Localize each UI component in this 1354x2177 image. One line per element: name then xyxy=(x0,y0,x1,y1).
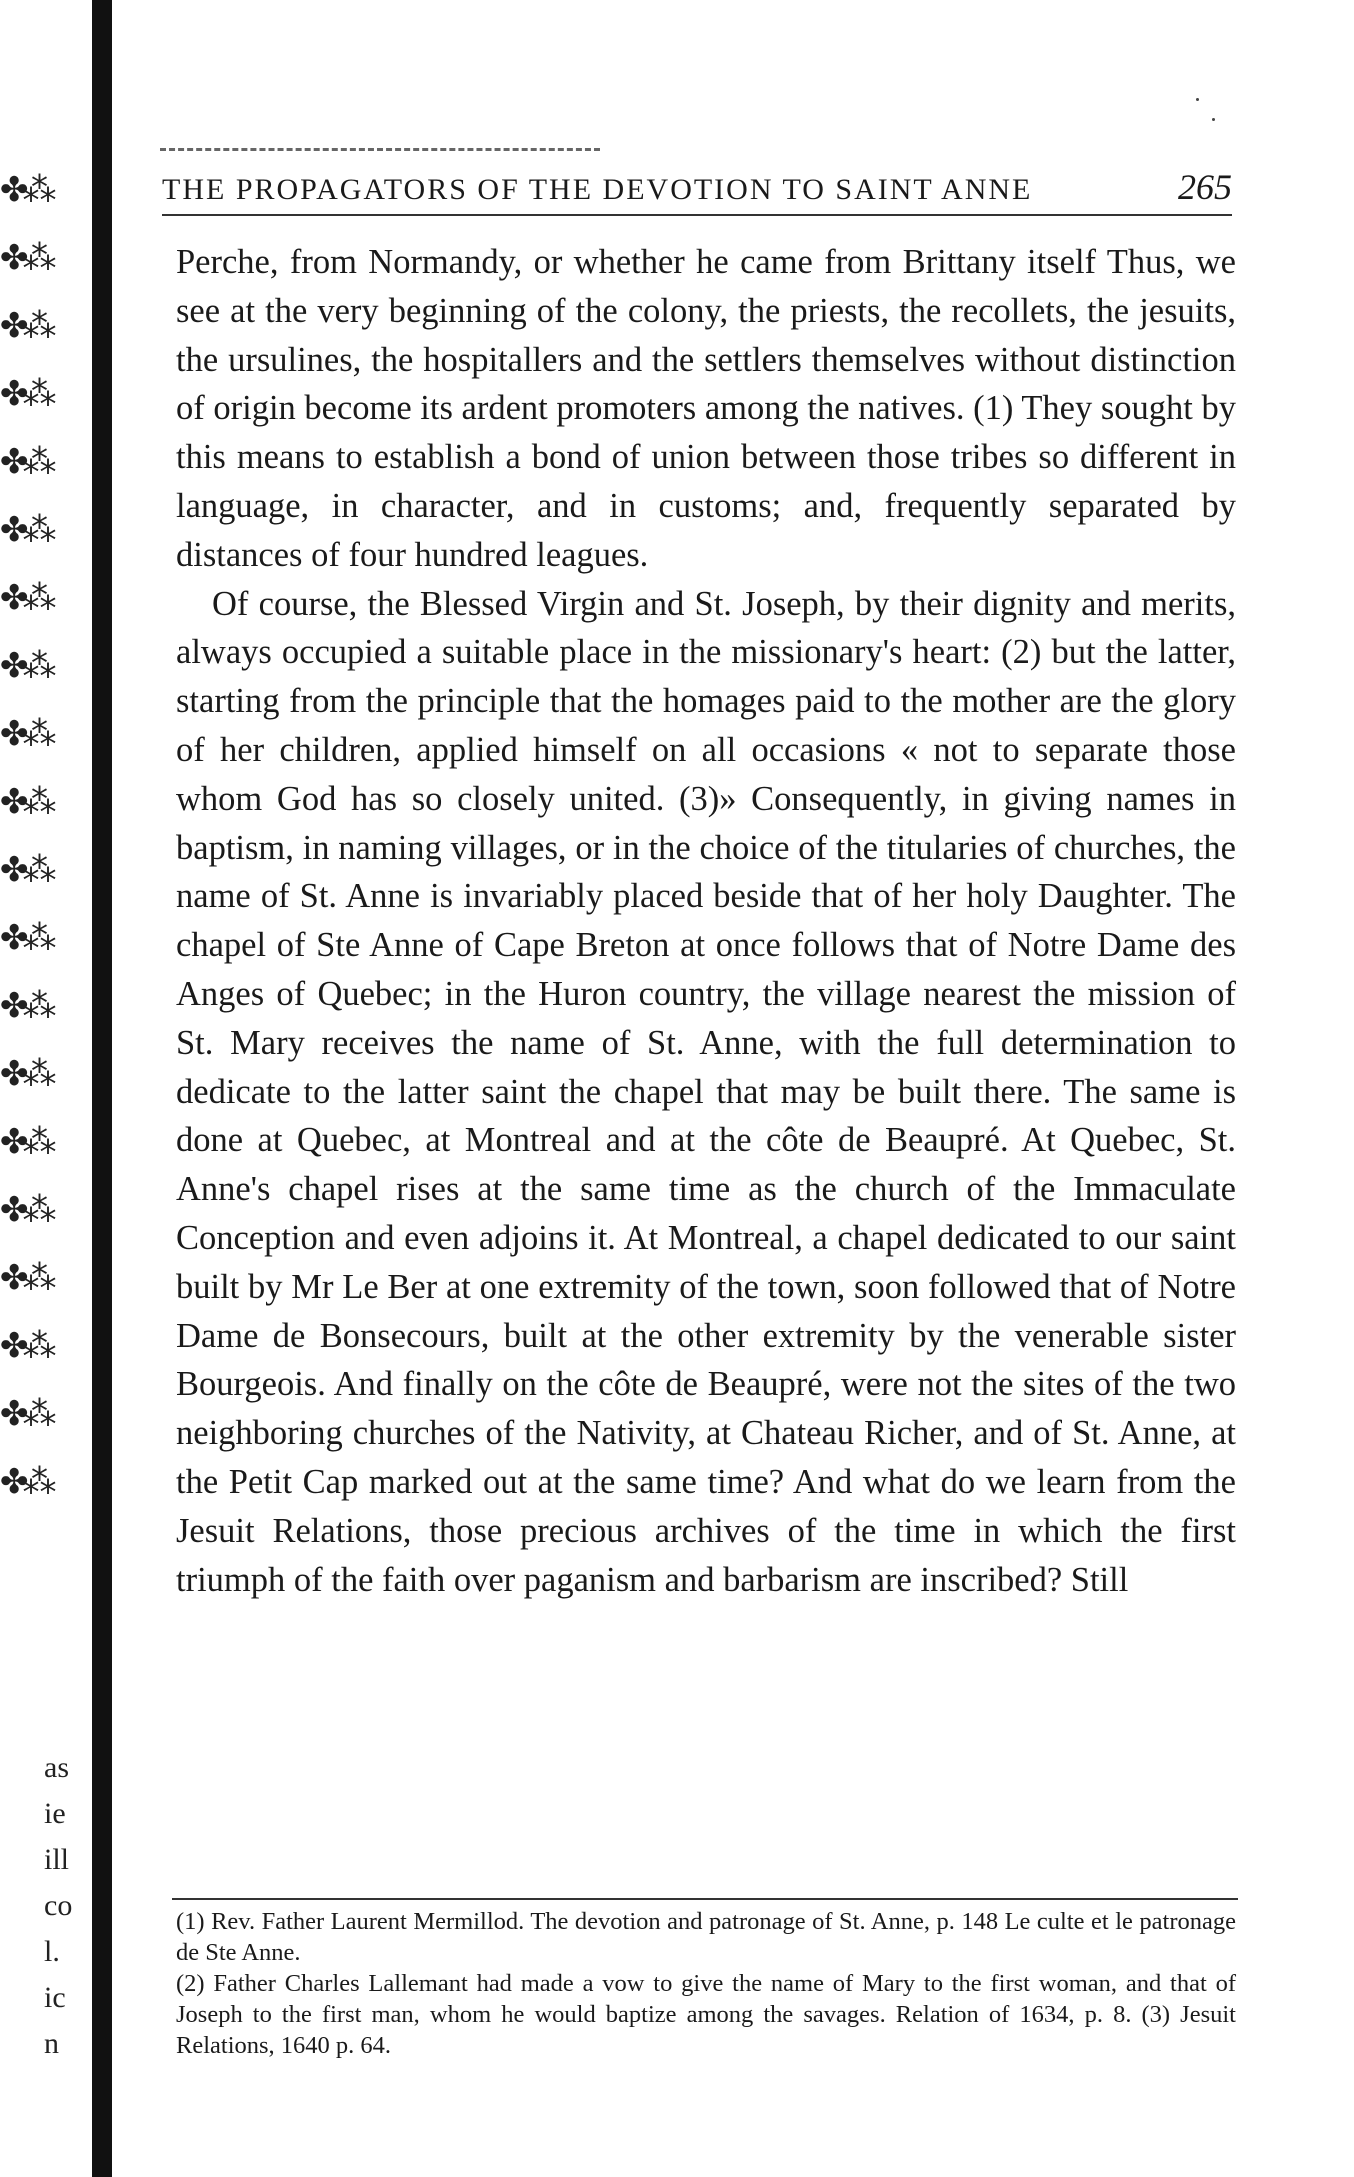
gutter-ornament: ✤⁂ xyxy=(0,510,51,550)
gutter-ornament: ✤⁂ xyxy=(0,1122,51,1162)
gutter-ornament-column xyxy=(0,170,90,1530)
gutter-ornament: ✤⁂ xyxy=(0,442,51,482)
gutter-ornament: ✤⁂ xyxy=(0,1462,51,1502)
gutter-ornament: ✤⁂ xyxy=(0,1190,51,1230)
bleed-fragment: ie xyxy=(44,1797,66,1830)
gutter-ornament: ✤⁂ xyxy=(0,714,51,754)
gutter-ornament: ✤⁂ xyxy=(0,782,51,822)
footnote-rule xyxy=(172,1898,1238,1900)
gutter-ornament: ✤⁂ xyxy=(0,306,51,346)
paragraph: Perche, from Normandy, or whether he came from Brittany itself Thus, we see at the very beginning of the colony, the priests, the recollets, the jesuits, the ursulines, the hospitallers and the settlers themselves without distinction of origin become its ardent promoters among the natives. (1) They sought by this means to establish a bond of union between those tribes so different in language, in character, and in customs; and, frequently separated by distances of four hundred leagues. xyxy=(176,243,1236,574)
facing-page-bleed xyxy=(44,1745,94,2067)
gutter-ornament: ✤⁂ xyxy=(0,1258,51,1298)
gutter-ornament: ✤⁂ xyxy=(0,1054,51,1094)
paragraph: Of course, the Blessed Virgin and St. Joseph, by their dignity and merits, always occupied a suitable place in the missionary's heart: (2) but the latter, starting from the principle that the homages paid to the mother are the glory of her children, applied himself on all occasions « not to separate those whom God has so closely united. (3)» Consequently, in giving names in baptism, in naming villages, or in the choice of the titularies of churches, the name of St. Anne is invariably placed beside that of her holy Daughter. The chapel of Ste Anne of Cape Breton at once follows that of Notre Dame des Anges of Quebec; in the Huron country, the village nearest the mission of St. Mary receives the name of St. Anne, with the full determination to dedicate to the latter saint the chapel that may be built there. The same is done at Quebec, at Montreal and at the côte de Beaupré. At Quebec, St. Anne's chapel rises at the same time as the church of the Immaculate Conception and even adjoins it. At Montreal, a chapel dedicated to our saint built by Mr Le Ber at one extremity of the town, soon followed that of Notre Dame de Bonsecours, built at the other extremity by the venerable sister Bourgeois. And finally on the côte de Beaupré, were not the sites of the two neighboring churches of the Nativity, at Chateau Richer, and of St. Anne, at the Petit Cap marked out at the same time? And what do we learn from the Jesuit Relations, those precious archives of the time in which the first triumph of the faith over paganism and barbarism are inscribed? Still xyxy=(176,584,1236,1599)
scan-speck xyxy=(1196,98,1199,101)
bleed-fragment: ill xyxy=(44,1843,70,1876)
gutter-ornament: ✤⁂ xyxy=(0,850,51,890)
bleed-fragment: ic xyxy=(44,1981,66,2014)
gutter-ornament: ✤⁂ xyxy=(0,170,51,210)
gutter-ornament: ✤⁂ xyxy=(0,1394,51,1434)
running-head: THE PROPAGATORS OF THE DEVOTION TO SAINT ANNE xyxy=(162,173,1033,206)
page-header xyxy=(162,166,1232,216)
gutter-ornament: ✤⁂ xyxy=(0,918,51,958)
gutter-ornament: ✤⁂ xyxy=(0,238,51,278)
footnote: (1) Rev. Father Laurent Mermillod. The devotion and patronage of St. Anne, p. 148 Le culte et le patronage de Ste Anne. xyxy=(176,1908,1236,1966)
gutter-ornament: ✤⁂ xyxy=(0,374,51,414)
body-text xyxy=(176,238,1236,1604)
gutter-ornament: ✤⁂ xyxy=(0,1326,51,1366)
bleed-fragment: l. xyxy=(44,1935,60,1968)
bleed-fragment: as xyxy=(44,1751,69,1784)
page-number: 265 xyxy=(1178,167,1232,207)
scan-speck xyxy=(1212,118,1215,121)
footnotes xyxy=(176,1906,1236,2061)
bleed-fragment: n xyxy=(44,2027,59,2060)
bleed-fragment: co xyxy=(44,1889,73,1922)
gutter-ornament: ✤⁂ xyxy=(0,578,51,618)
footnote: (2) Father Charles Lallemant had made a vow to give the name of Mary to the first woman, and that of Joseph to the first man, whom he would baptize among the savages. Relation of 1634, p. 8. (3) Jesuit Relations, 1640 p. 64. xyxy=(176,1970,1236,2059)
gutter-ornament: ✤⁂ xyxy=(0,646,51,686)
top-dashed-rule xyxy=(160,148,600,153)
binding-gutter xyxy=(92,0,112,2177)
gutter-ornament: ✤⁂ xyxy=(0,986,51,1026)
